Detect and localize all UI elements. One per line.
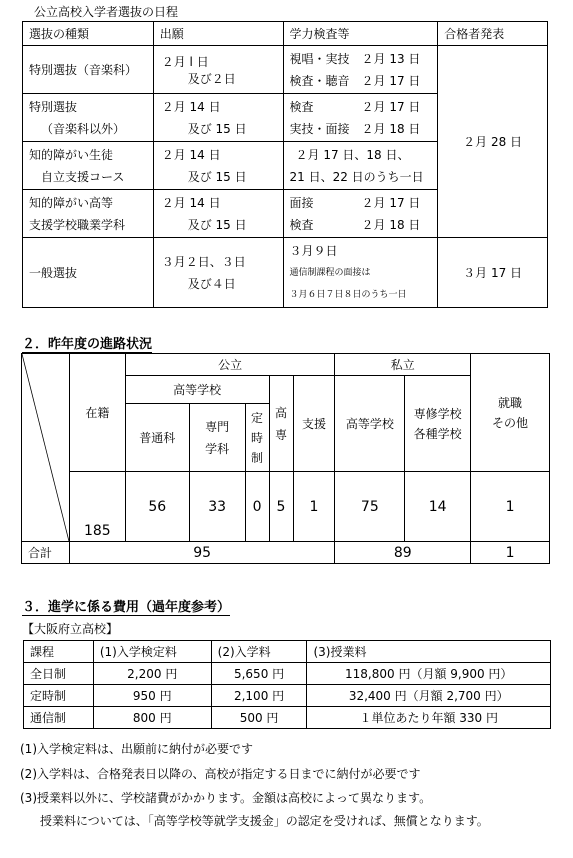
cost-tuition: 118,800 円（月額 9,900 円） xyxy=(307,663,551,685)
diagonal-line xyxy=(22,354,69,541)
career-employment-label: 就職 その他 xyxy=(471,354,550,472)
cost-note: (3)授業料以外に、学校諸費がかかります。金額は高校によって異なります。 xyxy=(20,791,432,805)
schedule-title: 公立高校入学者選抜の日程 xyxy=(34,5,179,19)
career-parttime-value: 0 xyxy=(245,472,269,542)
cost-course: 定時制 xyxy=(24,685,94,707)
career-support-value: 1 xyxy=(293,472,335,542)
cost-tuition: １単位あたり年額 330 円 xyxy=(307,707,551,729)
cost-note: 授業料については、「高等学校等就学支援金」の認定を受ければ、無償となります。 xyxy=(40,814,489,828)
career-private-label: 私立 xyxy=(335,354,471,376)
career-vocational-value: 33 xyxy=(189,472,245,542)
cost-note: (2)入学料は、合格発表日以降の、高校が指定する日までに納付が必要です xyxy=(20,767,421,781)
cost-subheading: 【大阪府立高校】 xyxy=(22,622,119,636)
cost-course: 通信制 xyxy=(24,707,94,729)
cost-header: 課程 xyxy=(24,641,94,663)
career-total-private: 89 xyxy=(335,542,471,564)
schedule-result-special: ２月 28 日 xyxy=(438,46,548,238)
cost-admission-fee: 2,100 円 xyxy=(211,685,307,707)
career-private-special-label: 専修学校 各種学校 xyxy=(405,376,471,472)
career-total-employment: 1 xyxy=(471,542,550,564)
schedule-apply: ３月２日、３日 及び４日 xyxy=(153,238,283,308)
career-private-high-label: 高等学校 xyxy=(335,376,405,472)
schedule-exam: ２月 17 日、18 日、 21 日、22 日のうち一日 xyxy=(283,142,438,190)
career-total-label: 合計 xyxy=(22,542,70,564)
cost-table xyxy=(23,640,551,729)
cost-header: (2)入学料 xyxy=(211,641,307,663)
career-enrolled-label: 在籍 xyxy=(69,354,125,472)
schedule-type: 知的障がい生徒 自立支援コース xyxy=(23,142,154,190)
schedule-header: 合格者発表 xyxy=(438,22,548,46)
schedule-exam: ３月９日 通信制課程の面接は ３月６日７日８日のうち一日 xyxy=(283,238,438,308)
cost-header: (1)入学検定料 xyxy=(93,641,211,663)
schedule-exam: 視唱・実技 ２月 13 日 検査・聴音 ２月 17 日 xyxy=(283,46,438,94)
career-heading: ２．昨年度の進路状況 xyxy=(22,333,152,353)
schedule-header: 選抜の種類 xyxy=(23,22,154,46)
schedule-type: 特別選抜（音楽科） xyxy=(23,46,154,94)
schedule-result-general: ３月 17 日 xyxy=(438,238,548,308)
schedule-type: 一般選抜 xyxy=(23,238,154,308)
schedule-header: 出願 xyxy=(153,22,283,46)
cost-admission-fee: 500 円 xyxy=(211,707,307,729)
career-employment-value: 1 xyxy=(471,472,550,542)
career-table xyxy=(21,353,550,564)
cost-header: (3)授業料 xyxy=(307,641,551,663)
schedule-exam: 面接 ２月 17 日 検査 ２月 18 日 xyxy=(283,190,438,238)
career-private-high-value: 75 xyxy=(335,472,405,542)
schedule-header: 学力検査等 xyxy=(283,22,438,46)
career-support-label: 支援 xyxy=(293,376,335,472)
career-diagonal-cell xyxy=(22,354,70,542)
career-vocational-label: 専門 学科 xyxy=(189,404,245,472)
schedule-type: 知的障がい高等 支援学校職業学科 xyxy=(23,190,154,238)
career-technical-label: 高 専 xyxy=(269,376,293,472)
career-high-school-label: 高等学校 xyxy=(125,376,269,404)
schedule-apply: ２月 14 日 及び 15 日 xyxy=(153,94,283,142)
schedule-table xyxy=(22,21,548,308)
schedule-apply: ２月 14 日 及び 15 日 xyxy=(153,190,283,238)
schedule-exam: 検査 ２月 17 日 実技・面接 ２月 18 日 xyxy=(283,94,438,142)
schedule-apply: ２月 14 日 及び 15 日 xyxy=(153,142,283,190)
cost-exam-fee: 800 円 xyxy=(93,707,211,729)
career-parttime-label: 定 時 制 xyxy=(245,404,269,472)
cost-exam-fee: 950 円 xyxy=(93,685,211,707)
cost-tuition: 32,400 円（月額 2,700 円） xyxy=(307,685,551,707)
career-total-public: 95 xyxy=(69,542,335,564)
schedule-apply: ２月 l 日 及び２日 xyxy=(153,46,283,94)
career-private-special-value: 14 xyxy=(405,472,471,542)
career-general-value: 56 xyxy=(125,472,189,542)
schedule-type: 特別選抜 （音楽科以外） xyxy=(23,94,154,142)
career-general-label: 普通科 xyxy=(125,404,189,472)
career-technical-value: 5 xyxy=(269,472,293,542)
cost-admission-fee: 5,650 円 xyxy=(211,663,307,685)
cost-exam-fee: 2,200 円 xyxy=(93,663,211,685)
career-enrolled-value: 185 xyxy=(69,472,125,542)
cost-heading: ３．進学に係る費用（過年度参考） xyxy=(22,596,230,616)
career-public-label: 公立 xyxy=(125,354,335,376)
cost-course: 全日制 xyxy=(24,663,94,685)
cost-note: (1)入学検定料は、出願前に納付が必要です xyxy=(20,742,253,756)
